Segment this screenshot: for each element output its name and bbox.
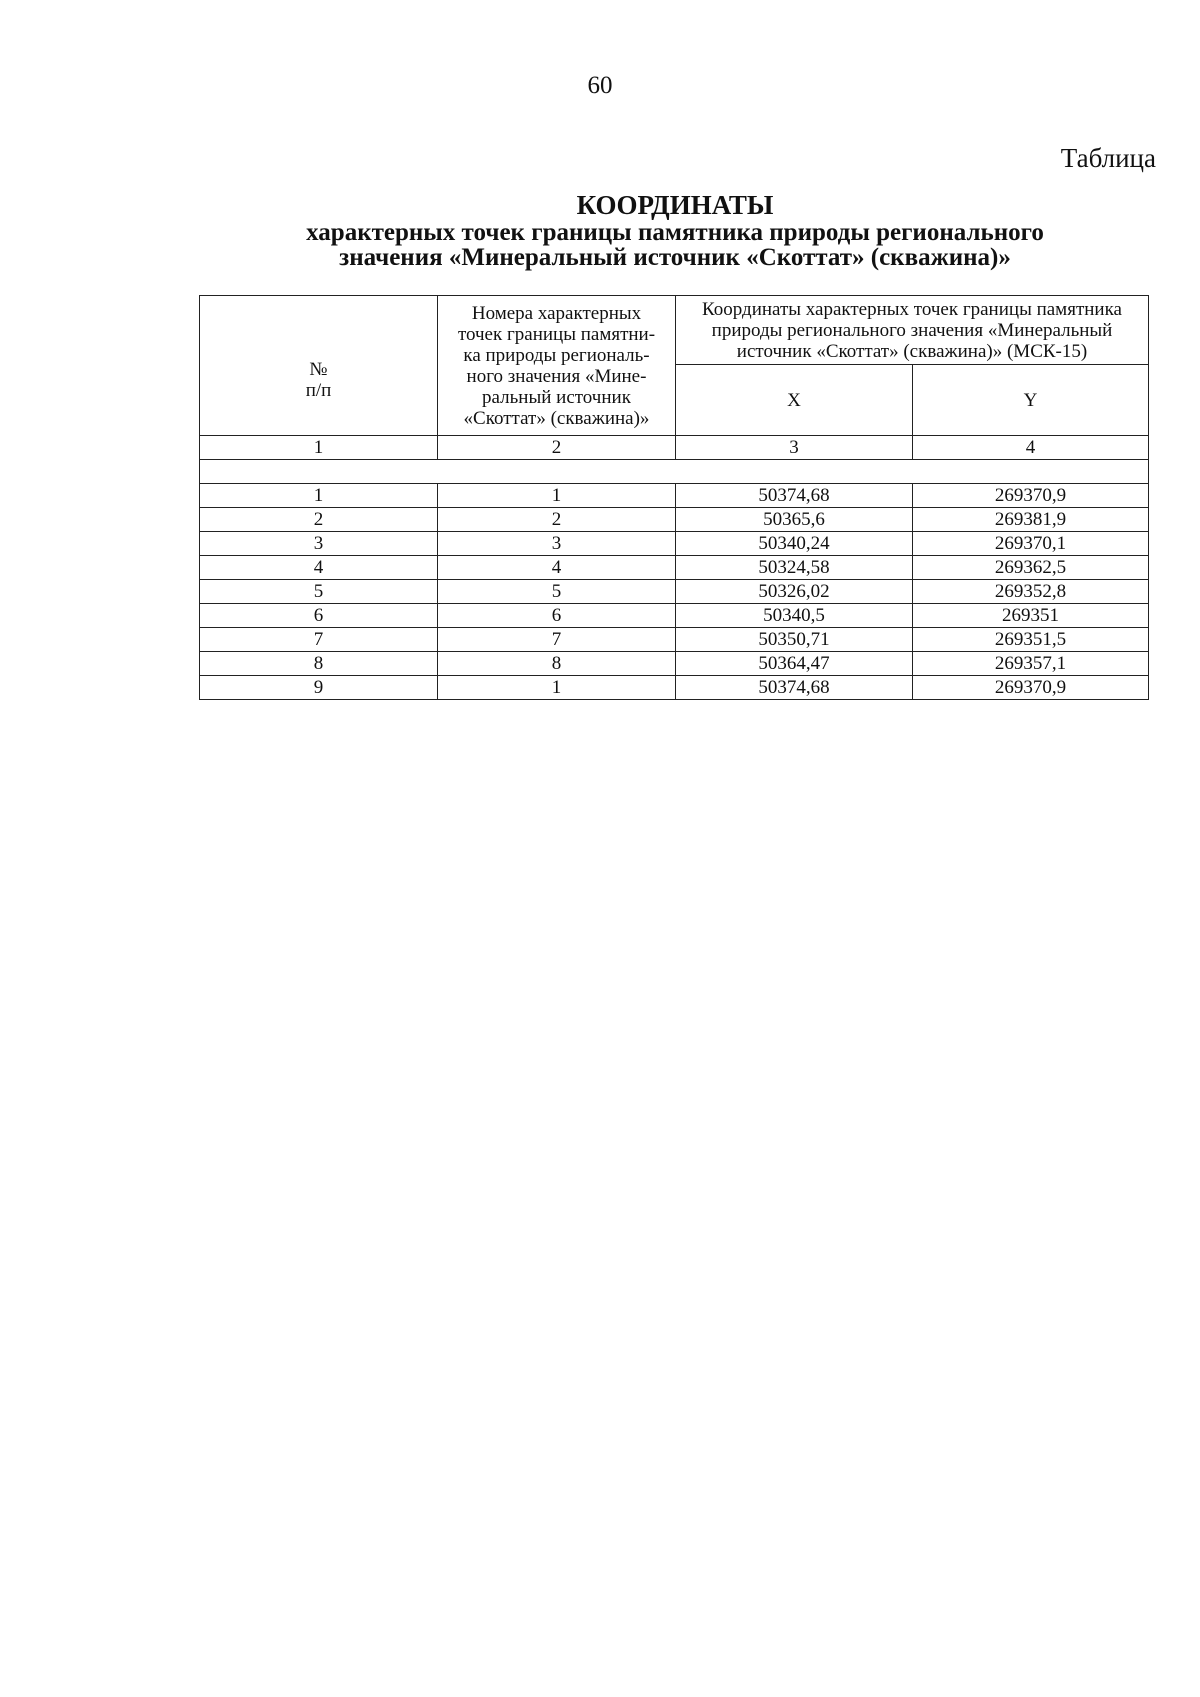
header-row <box>200 296 1149 365</box>
x-coordinate-cell: 50340,24 <box>676 532 913 556</box>
x-coordinate-cell: 50364,47 <box>676 652 913 676</box>
row-number-cell: 5 <box>200 580 438 604</box>
row-number-cell: 2 <box>200 508 438 532</box>
coordinates-table <box>199 295 1149 700</box>
y-coordinate-cell: 269351 <box>913 604 1149 628</box>
title-line-2: значения «Минеральный источник «Скоттат» (скважина)» <box>339 244 1011 271</box>
point-number-cell: 1 <box>438 484 676 508</box>
column-number: 1 <box>200 436 438 460</box>
column-number: 2 <box>438 436 676 460</box>
y-coordinate-cell: 269370,9 <box>913 484 1149 508</box>
point-number-cell: 6 <box>438 604 676 628</box>
header-x: X <box>676 365 913 436</box>
row-number-cell: 7 <box>200 628 438 652</box>
x-coordinate-cell: 50374,68 <box>676 484 913 508</box>
table-row <box>200 556 1149 580</box>
y-coordinate-cell: 269351,5 <box>913 628 1149 652</box>
table-body <box>200 296 1149 700</box>
table-label: Таблица <box>1060 143 1156 173</box>
column-number: 4 <box>913 436 1149 460</box>
row-number-cell: 6 <box>200 604 438 628</box>
header-points: Номера характерных точек границы памятни- ка природы региональ- ного значения «Мине- ральный источник «Скоттат» (скважина)» <box>457 302 656 429</box>
y-coordinate-cell: 269370,9 <box>913 676 1149 700</box>
blank-cell <box>200 460 1149 484</box>
point-number-cell: 5 <box>438 580 676 604</box>
row-number-cell: 4 <box>200 556 438 580</box>
y-coordinate-cell: 269357,1 <box>913 652 1149 676</box>
header-num-cell <box>200 296 438 436</box>
point-number-cell: 1 <box>438 676 676 700</box>
column-number: 3 <box>676 436 913 460</box>
row-number-cell: 8 <box>200 652 438 676</box>
x-coordinate-cell: 50374,68 <box>676 676 913 700</box>
table-title <box>200 190 1150 270</box>
table-row <box>200 604 1149 628</box>
column-number-row <box>200 436 1149 460</box>
header-num: № п/п <box>305 358 332 401</box>
table-row <box>200 508 1149 532</box>
point-number-cell: 3 <box>438 532 676 556</box>
y-coordinate-cell: 269381,9 <box>913 508 1149 532</box>
point-number-cell: 2 <box>438 508 676 532</box>
y-coordinate-cell: 269362,5 <box>913 556 1149 580</box>
header-coords-cell <box>676 296 1149 365</box>
header-coords: Координаты характерных точек границы памятника природы регионального значения «Минеральный источник «Скоттат» (скважина)» (МСК-15) <box>702 298 1122 362</box>
row-number-cell: 3 <box>200 532 438 556</box>
table-row <box>200 580 1149 604</box>
page-number: 60 <box>587 72 613 99</box>
y-coordinate-cell: 269352,8 <box>913 580 1149 604</box>
x-coordinate-cell: 50324,58 <box>676 556 913 580</box>
table-row <box>200 676 1149 700</box>
point-number-cell: 8 <box>438 652 676 676</box>
x-coordinate-cell: 50350,71 <box>676 628 913 652</box>
table-row <box>200 532 1149 556</box>
title-main: КООРДИНАТЫ <box>576 190 774 220</box>
table-row <box>200 628 1149 652</box>
table-row <box>200 652 1149 676</box>
table-row <box>200 484 1149 508</box>
point-number-cell: 7 <box>438 628 676 652</box>
x-coordinate-cell: 50340,5 <box>676 604 913 628</box>
point-number-cell: 4 <box>438 556 676 580</box>
y-coordinate-cell: 269370,1 <box>913 532 1149 556</box>
x-coordinate-cell: 50365,6 <box>676 508 913 532</box>
header-points-cell <box>438 296 676 436</box>
x-coordinate-cell: 50326,02 <box>676 580 913 604</box>
row-number-cell: 1 <box>200 484 438 508</box>
header-y: Y <box>913 365 1149 436</box>
blank-row <box>200 460 1149 484</box>
title-line-1: характерных точек границы памятника природы регионального <box>306 219 1044 246</box>
row-number-cell: 9 <box>200 676 438 700</box>
